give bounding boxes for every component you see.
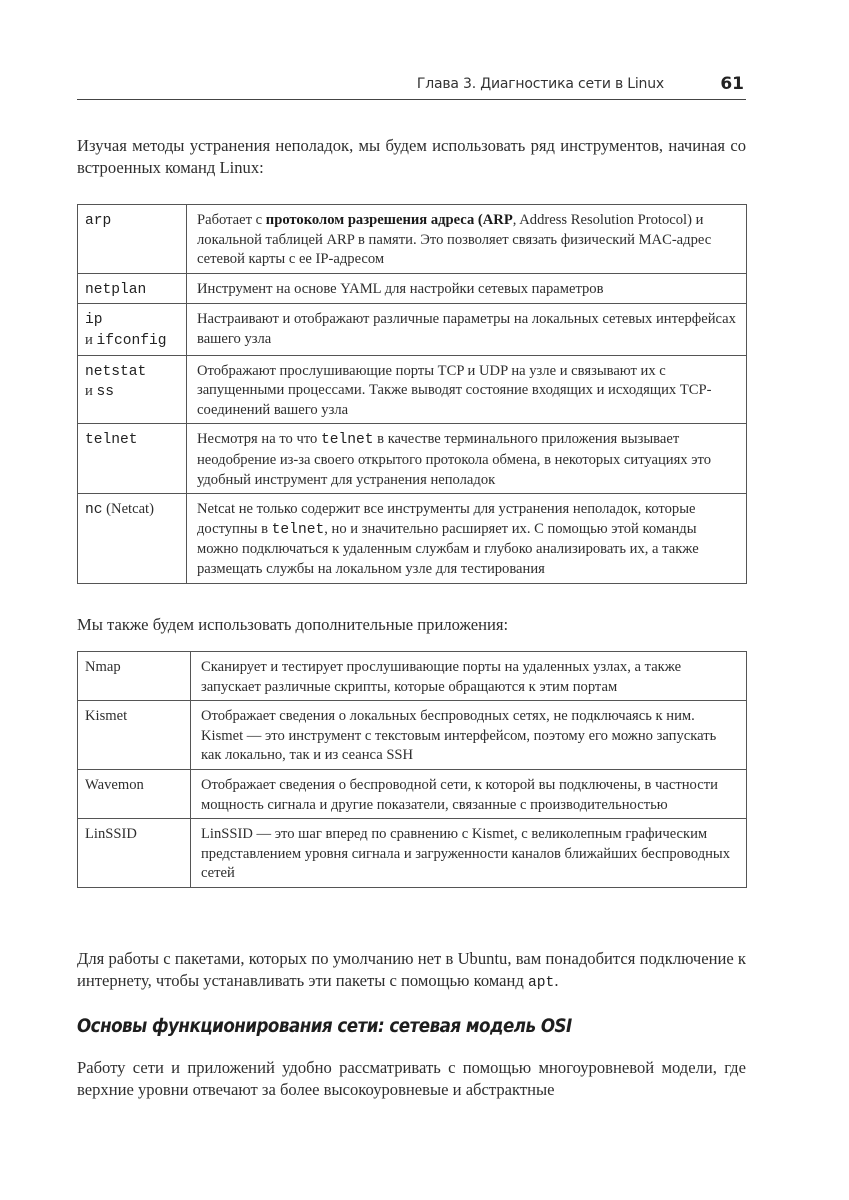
- app-name-cell: Wavemon: [78, 769, 191, 818]
- app-description-cell: Отображает сведения о беспроводной сети, к которой вы подключены, в частности мощность сигнала и другие показатели, связанные с производительностью: [191, 769, 747, 818]
- tool-name: netplan: [85, 281, 147, 298]
- tool-name-cell: [78, 424, 187, 494]
- app-name-cell: Nmap: [78, 652, 191, 701]
- tool-description-cell: Netcat не только содержит все инструменты для устранения неполадок, которые доступны в telnet, но и значительно расширяет их. С помощью этой команды можно подключаться к удаленным службам и глубоко анализировать их, а также размещать службы на локальном узле для тестирования: [187, 494, 747, 583]
- app-description-cell: LinSSID — это шаг вперед по сравнению с Kismet, с великолепным графическим представлением уровня сигнала и загруженности каналов ближайших беспроводных сетей: [191, 819, 747, 888]
- table-row: [78, 355, 747, 424]
- tool-description-cell: Инструмент на основе YAML для настройки сетевых параметров: [187, 273, 747, 304]
- app-description-cell: Сканирует и тестирует прослушивающие порты на удаленных узлах, а также запускает различные скрипты, которые обращаются к этим портам: [191, 652, 747, 701]
- inline-code: telnet: [271, 521, 325, 538]
- bold-term: протоколом разрешения адреса (ARP: [265, 212, 513, 228]
- table-row: [78, 819, 747, 888]
- table-row: [78, 652, 747, 701]
- section-heading: Основы функционирования сети: сетевая модель OSI: [77, 1015, 572, 1037]
- tool-description-cell: Отображают прослушивающие порты TCP и UDP на узле и связывают их с запущенными процессами. Также выводят состояние входящих и исходящих TCP-соединений вашего узла: [187, 355, 747, 424]
- tool-name-cell: netstat и ss: [78, 355, 187, 424]
- table-row: [78, 424, 747, 494]
- section-body-paragraph: Работу сети и приложений удобно рассматривать с помощью многоуровневой модели, где верхние уровни отвечают за более высокоуровневые и абстрактные: [77, 1058, 746, 1099]
- packages-note-paragraph: Для работы с пакетами, которых по умолчанию нет в Ubuntu, вам понадобится подключение к интернету, чтобы устанавливать эти пакеты с помощью команд apt.: [77, 949, 746, 991]
- table-row: [78, 494, 747, 583]
- table-row: [78, 701, 747, 770]
- table-row: [78, 304, 747, 355]
- tool-name: ss: [96, 384, 114, 401]
- app-description-cell: Отображает сведения о локальных беспроводных сетях, не подключаясь к ним. Kismet — это инструмент с текстовым интерфейсом, поэтому его можно запускать как локально, так и из сеанса SSH: [191, 701, 747, 770]
- intro-paragraph: Изучая методы устранения неполадок, мы будем использовать ряд инструментов, начиная со встроенных команд Linux:: [77, 136, 746, 177]
- builtin-tools-table: [77, 204, 747, 584]
- tool-name: ip: [85, 312, 103, 329]
- table-row: [78, 769, 747, 818]
- inline-code: apt: [528, 975, 555, 991]
- running-title: Глава 3. Диагностика сети в Linux: [416, 76, 664, 92]
- inline-code: telnet: [320, 432, 374, 449]
- tool-name: ifconfig: [96, 332, 167, 349]
- tool-name: arp: [85, 213, 112, 229]
- additional-apps-paragraph: Мы также будем использовать дополнительные приложения:: [77, 615, 509, 634]
- additional-apps-table: [77, 651, 747, 888]
- tool-description-cell: Работает с протоколом разрешения адреса (ARP, Address Resolution Protocol) и локальной таблицей ARP в памяти. Это позволяет связать физический MAC-адрес сетевой карты с ее IP-адресом: [187, 205, 747, 274]
- tool-description-cell: Несмотря на то что telnet в качестве терминального приложения вызывает неодобрение из-за своего открытого протокола обмена, в некоторых ситуациях это удобный инструмент для устранения неполадок: [187, 424, 747, 494]
- page-header: [77, 76, 746, 100]
- tool-name: nc: [85, 502, 103, 519]
- tool-name: telnet: [85, 432, 138, 449]
- app-name-cell: LinSSID: [78, 819, 191, 888]
- tool-name-cell: nc (Netcat): [78, 494, 187, 583]
- page-number: 61: [720, 74, 744, 94]
- tool-name-cell: [78, 273, 187, 304]
- table-row: [78, 205, 747, 274]
- table-row: [78, 273, 747, 304]
- tool-name-cell: [78, 205, 187, 274]
- app-name-cell: Kismet: [78, 701, 191, 770]
- tool-name: netstat: [85, 363, 147, 380]
- tool-description-cell: Настраивают и отображают различные параметры на локальных сетевых интерфейсах вашего узла: [187, 304, 747, 355]
- tool-name-cell: ip и ifconfig: [78, 304, 187, 355]
